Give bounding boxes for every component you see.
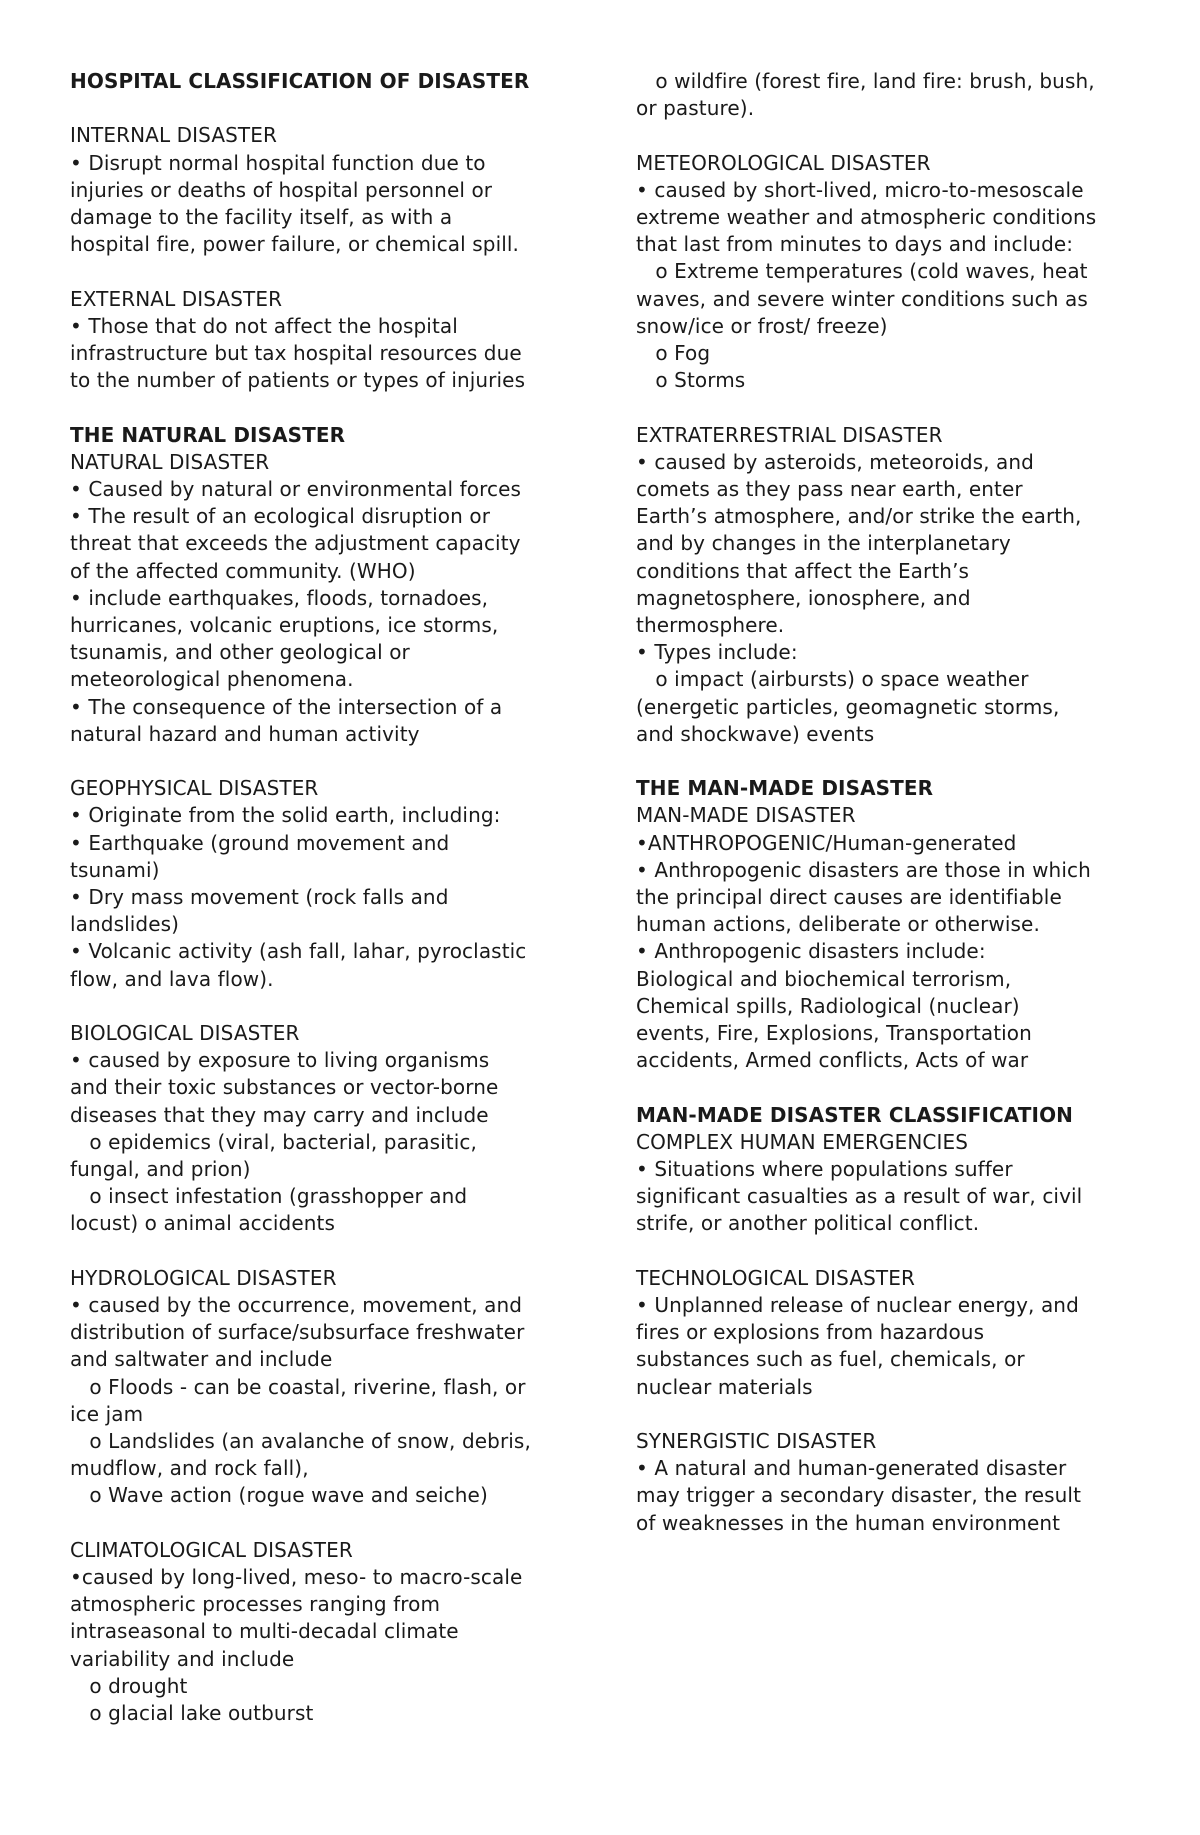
text-line: substances such as fuel, chemicals, or	[636, 1347, 1025, 1372]
text-line: snow/ice or frost/ freeze)	[636, 313, 888, 338]
text-line: fires or explosions from hazardous	[636, 1320, 985, 1345]
blank-line	[70, 258, 570, 285]
text-line: natural hazard and human activity	[70, 721, 420, 746]
text-line: o glacial lake outburst	[70, 1701, 314, 1726]
text-line: BIOLOGICAL DISASTER	[70, 1021, 300, 1046]
text-line: accidents, Armed conflicts, Acts of war	[636, 1048, 1029, 1073]
text-line: tsunamis, and other geological or	[70, 640, 410, 665]
text-line: o insect infestation (grasshopper and	[70, 1184, 468, 1209]
text-line: • Originate from the solid earth, including:	[70, 803, 501, 828]
text-line: • The consequence of the intersection of a	[70, 694, 503, 719]
text-line: EXTRATERRESTRIAL DISASTER	[636, 422, 943, 447]
blank-line	[636, 1238, 1136, 1265]
text-line: may trigger a secondary disaster, the result	[636, 1483, 1082, 1508]
text-line: • Caused by natural or environmental forces	[70, 477, 521, 501]
text-line: • Earthquake (ground movement and	[70, 830, 450, 855]
text-line: locust) o animal accidents	[70, 1211, 335, 1236]
text-line: flow, and lava flow).	[70, 966, 274, 991]
text-line: • Dry mass movement (rock falls and	[70, 885, 449, 910]
text-line: METEOROLOGICAL DISASTER	[636, 150, 931, 175]
section-heading: HOSPITAL CLASSIFICATION OF DISASTER	[70, 69, 530, 93]
text-line: Biological and biochemical terrorism,	[636, 966, 1012, 991]
text-line: intraseasonal to multi-decadal climate	[70, 1619, 459, 1644]
text-line: meteorological phenomena.	[70, 667, 354, 692]
text-line: threat that exceeds the adjustment capacity	[70, 531, 521, 556]
text-line: mudflow, and rock fall),	[70, 1456, 309, 1481]
text-line: • The result of an ecological disruption or	[70, 504, 491, 529]
text-line: events, Fire, Explosions, Transportation	[636, 1021, 1032, 1046]
text-line: human actions, deliberate or otherwise.	[636, 912, 1040, 937]
section-heading: THE NATURAL DISASTER	[70, 422, 346, 447]
blank-line	[70, 1238, 570, 1265]
text-line: or pasture).	[636, 96, 755, 121]
text-line: injuries or deaths of hospital personnel or	[70, 177, 493, 202]
text-line: • include earthquakes, floods, tornadoes,	[70, 585, 489, 610]
text-line: INTERNAL DISASTER	[70, 123, 277, 148]
text-line: the principal direct causes are identifiable	[636, 885, 1062, 910]
right-column	[636, 68, 1136, 1537]
text-line: • Volcanic activity (ash fall, lahar, pyroclastic	[70, 939, 527, 964]
blank-line	[636, 122, 1136, 149]
text-line: • Anthropogenic disasters are those in which	[636, 857, 1091, 882]
text-line: • Situations where populations suffer	[636, 1157, 1013, 1182]
text-line: NATURAL DISASTER	[70, 449, 270, 474]
text-line: thermosphere.	[636, 613, 785, 638]
blank-line	[636, 748, 1136, 775]
text-line: hurricanes, volcanic eruptions, ice storms,	[70, 613, 499, 638]
text-line: o impact (airbursts) o space weather	[636, 667, 1029, 692]
text-line: • Anthropogenic disasters include:	[636, 939, 986, 964]
text-line: GEOPHYSICAL DISASTER	[70, 776, 319, 801]
text-line: (energetic particles, geomagnetic storms,	[636, 694, 1060, 719]
text-line: and shockwave) events	[636, 721, 875, 746]
text-line: infrastructure but tax hospital resources due	[70, 341, 522, 365]
text-line: o Floods - can be coastal, riverine, flash, or	[70, 1374, 526, 1399]
text-line: fungal, and prion)	[70, 1157, 251, 1182]
blank-line	[636, 1074, 1136, 1101]
text-line: COMPLEX HUMAN EMERGENCIES	[636, 1129, 969, 1154]
text-line: strife, or another political conflict.	[636, 1211, 980, 1236]
blank-line	[70, 394, 570, 421]
text-line: • A natural and human-generated disaster	[636, 1456, 1067, 1481]
text-line: o Storms	[636, 368, 746, 393]
text-line: comets as they pass near earth, enter	[636, 477, 1023, 502]
text-line: TECHNOLOGICAL DISASTER	[636, 1265, 915, 1290]
text-line: damage to the facility itself, as with a	[70, 205, 453, 229]
text-line: SYNERGISTIC DISASTER	[636, 1429, 877, 1454]
text-line: of weaknesses in the human environment	[636, 1510, 1061, 1535]
text-line: conditions that affect the Earth’s	[636, 558, 970, 583]
text-line: • Disrupt normal hospital function due to	[70, 150, 486, 175]
blank-line	[70, 1510, 570, 1537]
text-line: • caused by exposure to living organisms	[70, 1048, 490, 1073]
text-line: distribution of surface/subsurface freshwater	[70, 1320, 525, 1345]
text-line: • Types include:	[636, 640, 798, 665]
text-line: that last from minutes to days and include:	[636, 232, 1074, 257]
text-line: • caused by the occurrence, movement, and	[70, 1293, 523, 1318]
text-line: o Fog	[636, 341, 711, 366]
text-line: o Extreme temperatures (cold waves, heat	[636, 259, 1088, 284]
text-line: diseases that they may carry and include	[70, 1102, 489, 1127]
text-line: extreme weather and atmospheric conditions	[636, 205, 1097, 229]
text-line: variability and include	[70, 1646, 295, 1671]
text-line: o wildfire (forest fire, land fire: brush, bush,	[636, 69, 1095, 93]
text-line: • caused by asteroids, meteoroids, and	[636, 449, 1034, 474]
text-line: EXTERNAL DISASTER	[70, 286, 283, 311]
text-line: tsunami)	[70, 857, 160, 882]
text-line: and by changes in the interplanetary	[636, 531, 1011, 556]
left-column	[70, 68, 570, 1727]
text-line: • Those that do not affect the hospital	[70, 313, 458, 338]
text-line: HYDROLOGICAL DISASTER	[70, 1265, 337, 1290]
text-line: • Unplanned release of nuclear energy, and	[636, 1293, 1079, 1318]
text-line: Earth’s atmosphere, and/or strike the earth,	[636, 504, 1082, 529]
text-line: and their toxic substances or vector-borne	[70, 1075, 499, 1100]
text-line: to the number of patients or types of injuries	[70, 368, 526, 393]
section-heading: THE MAN-MADE DISASTER	[636, 776, 934, 801]
text-line: ice jam	[70, 1401, 144, 1426]
text-line: and saltwater and include	[70, 1347, 333, 1372]
blank-line	[636, 1401, 1136, 1428]
blank-line	[70, 748, 570, 775]
text-line: Chemical spills, Radiological (nuclear)	[636, 993, 1020, 1018]
text-line: nuclear materials	[636, 1374, 813, 1399]
text-line: o Wave action (rogue wave and seiche)	[70, 1483, 488, 1508]
text-line: MAN-MADE DISASTER	[636, 803, 856, 828]
blank-line	[70, 993, 570, 1020]
text-line: waves, and severe winter conditions such as	[636, 286, 1088, 311]
text-line: significant casualties as a result of war, civil	[636, 1184, 1083, 1209]
text-line: atmospheric processes ranging from	[70, 1592, 441, 1617]
section-heading: MAN-MADE DISASTER CLASSIFICATION	[636, 1102, 1074, 1127]
blank-line	[636, 394, 1136, 421]
text-line: •caused by long-lived, meso- to macro-scale	[70, 1565, 523, 1590]
blank-line	[70, 95, 570, 122]
text-line: hospital fire, power failure, or chemical spill.	[70, 232, 519, 257]
text-line: magnetosphere, ionosphere, and	[636, 585, 971, 610]
text-line: o drought	[70, 1673, 188, 1698]
text-line: CLIMATOLOGICAL DISASTER	[70, 1537, 353, 1562]
text-line: o Landslides (an avalanche of snow, debris,	[70, 1429, 531, 1454]
text-line: landslides)	[70, 912, 180, 937]
text-line: of the affected community. (WHO)	[70, 558, 416, 583]
text-line: •ANTHROPOGENIC/Human-generated	[636, 830, 1017, 855]
text-line: o epidemics (viral, bacterial, parasitic,	[70, 1129, 477, 1154]
text-line: • caused by short-lived, micro-to-mesoscale	[636, 177, 1084, 202]
